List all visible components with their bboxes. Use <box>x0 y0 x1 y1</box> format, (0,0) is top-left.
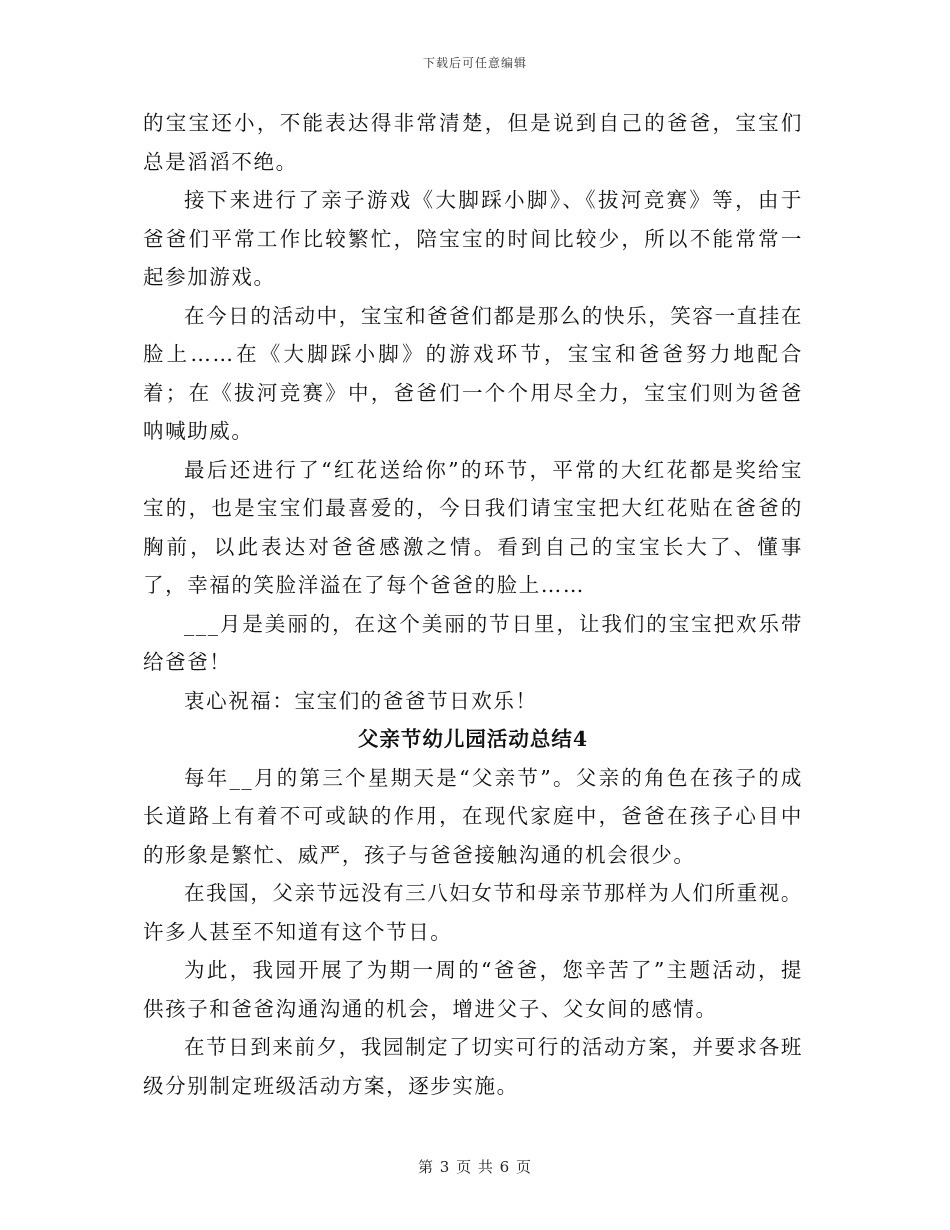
paragraph: 为此，我园开展了为期一周的“爸爸，您辛苦了”主题活动，提供孩子和爸爸沟通沟通的机会，增进父子、父女间的感情。 <box>143 958 803 1021</box>
paragraph: 每年__月的第三个星期天是“父亲节”。父亲的角色在孩子的成长道路上有着不可或缺的作用，在现代家庭中，爸爸在孩子心目中的形象是繁忙、威严，孩子与爸爸接触沟通的机会很少。 <box>143 765 803 867</box>
section-title: 父亲节幼儿园活动总结4 <box>357 727 589 751</box>
paragraph: 在节日到来前夕，我园制定了切实可行的活动方案，并要求各班级分别制定班级活动方案，逐步实施。 <box>143 1035 803 1098</box>
paragraph: 最后还进行了“红花送给你”的环节，平常的大红花都是奖给宝宝的，也是宝宝们最喜爱的，今日我们请宝宝把大红花贴在爸爸的胸前，以此表达对爸爸感激之情。看到自己的宝宝长大了、懂事了，幸福的笑脸洋溢在了每个爸爸的脸上…… <box>143 457 803 597</box>
page-number-footer: 第 3 页 共 6 页 <box>418 1158 532 1176</box>
page-header-note: 下载后可任意编辑 <box>422 56 527 70</box>
paragraph: ___月是美丽的，在这个美丽的节日里，让我们的宝宝把欢乐带给爸爸！ <box>143 611 803 674</box>
paragraph-blessing: 衷心祝福：宝宝们的爸爸节日欢乐！ <box>184 688 538 713</box>
paragraph: 在今日的活动中，宝宝和爸爸们都是那么的快乐，笑容一直挂在脸上……在《大脚踩小脚》的游戏环节，宝宝和爸爸努力地配合着；在《拔河竞赛》中，爸爸们一个个用尽全力，宝宝们则为爸爸呐喊助威。 <box>143 303 803 443</box>
document-body <box>143 104 803 1105</box>
paragraph-continuation: 的宝宝还小，不能表达得非常清楚，但是说到自己的爸爸，宝宝们总是滔滔不绝。 <box>143 111 803 174</box>
paragraph: 在我国，父亲节远没有三八妇女节和母亲节那样为人们所重视。许多人甚至不知道有这个节日。 <box>143 881 803 944</box>
paragraph: 接下来进行了亲子游戏《大脚踩小脚》、《拔河竞赛》等，由于爸爸们平常工作比较繁忙，陪宝宝的时间比较少，所以不能常常一起参加游戏。 <box>143 188 803 289</box>
